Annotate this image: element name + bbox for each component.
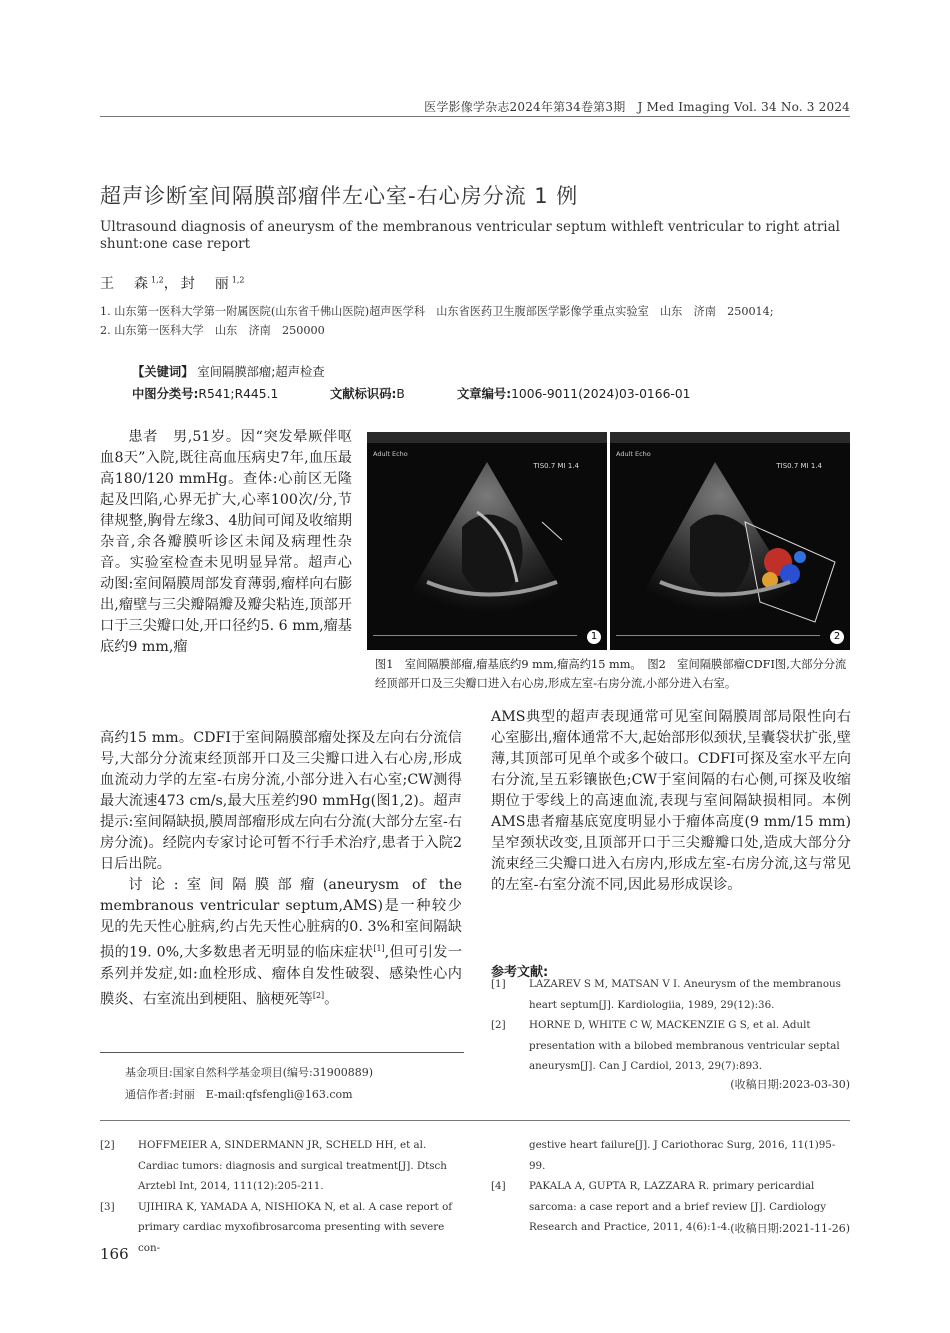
reference-text: HOFFMEIER A, SINDERMANN JR, SCHELD HH, et al. Cardiac tumors: diagnosis and surgical treatment[J]. Dtsch Arztebl Int, 2014, 111(12):205-211. — [138, 1139, 447, 1192]
author-affil-mark: 1,2 — [231, 275, 245, 285]
echo-image-panel-1 — [367, 432, 607, 650]
keywords-value: 室间隔膜部瘤;超声检查 — [197, 365, 325, 379]
reference-item — [491, 1135, 851, 1176]
reference-item — [491, 1015, 851, 1077]
reference-item — [100, 1197, 462, 1259]
section-rule — [100, 1120, 850, 1121]
received-date-2: (收稿日期:2021-11-26) — [730, 1222, 850, 1235]
reference-number: [1] — [491, 978, 506, 990]
reference-item — [491, 974, 851, 1015]
body-text: ,但可引发一系列并发症,如:血栓形成、瘤体自发性破裂、感染性心内膜炎、右室流出到梗阻、脑梗死等 — [100, 944, 463, 1008]
keywords-label: 【关键词】 — [132, 365, 194, 379]
scanner-info: Adult Echo — [373, 450, 408, 458]
reference-list — [491, 974, 851, 1077]
keywords — [132, 362, 325, 380]
reference-number: [3] — [100, 1200, 115, 1213]
doc-code-value: B — [396, 387, 405, 401]
reference-text: gestive heart failure[J]. J Cariothorac Surg, 2016, 11(1)95-99. — [529, 1139, 836, 1172]
author-name: 封 丽 — [180, 276, 232, 292]
scanner-info: Adult Echo — [616, 450, 651, 458]
article-title-en: Ultrasound diagnosis of aneurysm of the membranous ventricular septum withleft ventricular to right atrial shunt:one case report — [100, 219, 840, 252]
citation-mark: [1] — [373, 944, 385, 953]
author-separator: ， — [163, 276, 181, 292]
reference-item — [100, 1135, 462, 1197]
funding-note: 基金项目:国家自然科学基金项目(编号:31900889) — [125, 1066, 373, 1079]
reference-number: [2] — [491, 1019, 506, 1031]
body-text: 讨论:室间隔膜部瘤(aneurysm of the membranous ventricular septum,AMS)是一种较少见的先天性心脏病,约占先天性心脏病的0. 3%和室间隔缺损的19. 0%,大多数患者无明显的临床症状 — [100, 877, 462, 961]
author-name: 王 森 — [100, 276, 151, 292]
case-paragraph-part1 — [100, 427, 352, 658]
running-head: 医学影像学杂志2024年第34卷第3期 J Med Imaging Vol. 34 No. 3 2024 — [424, 100, 850, 114]
ultrasound-sector-2 — [610, 432, 850, 650]
affiliation-line: 1. 山东第一医科大学第一附属医院(山东省千佛山医院)超声医学科 山东省医药卫生腹部医学影像学重点实验室 山东 济南 250014; — [100, 305, 774, 318]
article-no-label: 文章编号: — [457, 387, 512, 401]
received-date: (收稿日期:2023-03-30) — [730, 1078, 850, 1091]
reference-list-continued — [100, 1135, 462, 1258]
clc-label: 中图分类号: — [132, 387, 199, 401]
ultrasound-sector-1 — [367, 432, 607, 650]
reference-text: LAZAREV S M, MATSAN V I. Aneurysm of the membranous heart septum[J]. Kardiologiia, 1989, 29(12):36. — [529, 978, 841, 1011]
author-affil-mark: 1,2 — [151, 275, 164, 285]
citation-mark: [2] — [312, 990, 325, 1000]
document-code — [330, 384, 405, 402]
affiliations — [100, 302, 860, 340]
scanner-index: TIS0.7 MI 1.4 — [776, 462, 822, 470]
article-title-cn: 超声诊断室间隔膜部瘤伴左心室-右心房分流 1 例 — [100, 184, 579, 208]
page-number: 166 — [100, 1245, 129, 1263]
discussion-continued — [491, 707, 851, 896]
article-number — [457, 384, 691, 402]
footnote-rule — [100, 1052, 464, 1053]
case-paragraph-part2 — [100, 728, 462, 1010]
ecg-trace — [616, 635, 820, 636]
clc-value: R541;R445.1 — [198, 387, 279, 401]
reference-number: [4] — [491, 1180, 506, 1192]
author-list — [100, 273, 244, 293]
body-text: 高约15 mm。CDFI于室间隔膜部瘤处探及左向右分流信号,大部分分流束经顶部开口及三尖瓣口进入右心房,形成血流动力学的左室-右房分流,小部分进入右心室;CW测得最大流速473 cm/s,最大压差约90 mmHg(图1,2)。超声提示:室间隔缺损,膜周部瘤形成左向右分流(大部分左室-右房分流)。经院内专家讨论可暂不行手术治疗,患者于入院2日后出院。 — [100, 730, 462, 872]
echo-image-panel-2 — [610, 432, 850, 650]
reference-text: PAKALA A, GUPTA R, LAZZARA R. primary pericardial sarcoma: a case report and a brief review [J]. Cardiology Research and Practice, 2011, 4(6):1-4. — [529, 1180, 827, 1233]
figure-number-badge: 2 — [830, 630, 844, 644]
clc-code — [132, 384, 278, 402]
ecg-trace — [373, 635, 577, 636]
figure-number-badge: 1 — [587, 630, 601, 644]
affiliation-line: 2. 山东第一医科大学 山东 济南 250000 — [100, 324, 325, 337]
reference-text: UJIHIRA K, YAMADA A, NISHIOKA N, et al. A case report of primary cardiac myxofibrosarcoma presenting with severe con- — [138, 1200, 453, 1254]
header-rule — [100, 116, 850, 117]
article-no-value: 1006-9011(2024)03-0166-01 — [511, 387, 691, 401]
scanner-index: TIS0.7 MI 1.4 — [533, 462, 579, 470]
references-heading: 参考文献: — [491, 965, 549, 980]
discussion-paragraph — [100, 875, 462, 1010]
figure-caption: 图1 室间隔膜部瘤,瘤基底约9 mm,瘤高约15 mm。 图2 室间隔膜部瘤CDFI图,大部分分流经顶部开口及三尖瓣口进入右心房,形成左室-右房分流,小部分进入右室。 — [375, 658, 847, 690]
body-text: 患者 男,51岁。因“突发晕厥伴呕血8天”入院,既往高血压病史7年,血压最高180/120 mmHg。查体:心前区无隆起及凹陷,心界无扩大,心率100次/分,节律规整,胸骨左缘3、4肋间可闻及收缩期杂音,余各瓣膜听诊区未闻及病理性杂音。实验室检查未见明显异常。超声心动图:室间隔膜周部发育薄弱,瘤样向右膨出,瘤壁与三尖瓣隔瓣及瓣尖粘连,顶部开口于三尖瓣口处,开口径约5. 6 mm,瘤基底约9 mm,瘤 — [100, 429, 352, 655]
body-text: 。 — [324, 991, 339, 1008]
reference-text: HORNE D, WHITE C W, MACKENZIE G S, et al. Adult presentation with a bilobed membranous ventricular septal aneurysm[J]. Can J Cardiol, 2013, 29(7):893. — [529, 1019, 840, 1072]
body-text: AMS典型的超声表现通常可见室间隔膜周部局限性向右心室膨出,瘤体通常不大,起始部形似颈状,呈囊袋状扩张,壁薄,其顶部可见单个或多个破口。CDFI可探及室水平左向右分流,呈五彩镶嵌色;CW于室间隔的右心侧,可探及收缩期位于零线上的高速血流,表现与室间隔缺损相同。本例AMS患者瘤基底宽度明显小于瘤体高度(9 mm/15 mm)呈窄颈状改变,且顶部开口于三尖瓣瓣口处,造成大部分分流束经三尖瓣口进入右房内,形成左室-右房分流,这与常见的左室-右室分流不同,因此易形成误诊。 — [491, 709, 851, 893]
figure-echo-images — [367, 432, 851, 650]
doc-code-label: 文献标识码: — [330, 387, 397, 401]
corresponding-author: 通信作者:封丽 E-mail:qfsfengli@163.com — [125, 1088, 353, 1101]
reference-number: [2] — [100, 1139, 115, 1151]
